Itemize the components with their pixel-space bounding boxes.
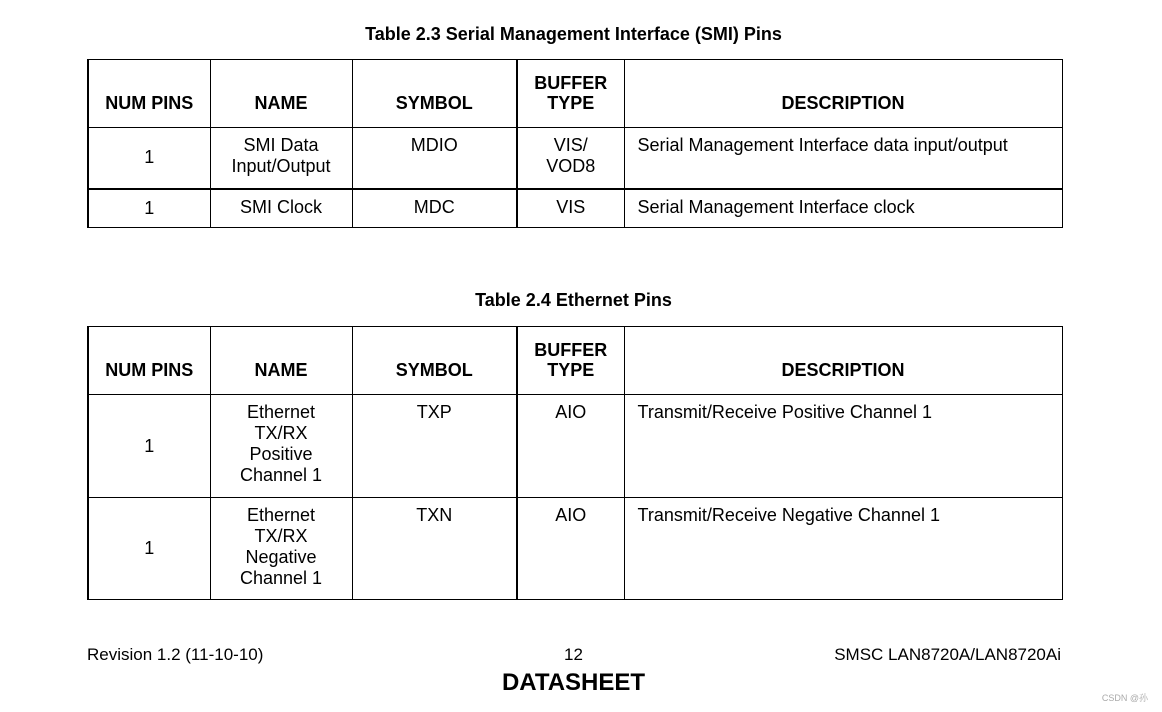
- cell-description: Transmit/Receive Negative Channel 1: [624, 498, 1062, 600]
- cell-symbol: MDIO: [352, 128, 517, 189]
- cell-description: Serial Management Interface data input/output: [624, 128, 1062, 189]
- footer-revision: Revision 1.2 (11-10-10): [87, 645, 264, 664]
- cell-num-pins: 1: [88, 189, 210, 228]
- name-line: Channel 1: [239, 568, 323, 588]
- cell-name: [210, 128, 352, 189]
- buffer-line: AIO: [555, 505, 587, 525]
- name-line: Ethernet: [246, 402, 316, 422]
- name-line: SMI Data: [243, 135, 319, 155]
- buffer-line: AIO: [555, 402, 587, 422]
- header-description: DESCRIPTION: [624, 327, 1062, 395]
- cell-name: [210, 189, 352, 228]
- cell-symbol: TXP: [352, 395, 517, 498]
- cell-symbol: MDC: [352, 189, 517, 228]
- header-num-pins: NUM PINS: [88, 327, 210, 395]
- table-row: [88, 128, 1062, 189]
- table-header-row: [88, 60, 1062, 128]
- table-header-row: [88, 327, 1062, 395]
- name-line: Positive: [249, 444, 313, 464]
- cell-buffer-type: [517, 189, 624, 228]
- header-buffer-line1: BUFFER: [534, 73, 608, 93]
- table-row: [88, 395, 1062, 498]
- footer-page-number: 12: [564, 645, 583, 664]
- footer-product: SMSC LAN8720A/LAN8720Ai: [834, 645, 1061, 664]
- cell-name: [210, 395, 352, 498]
- cell-buffer-type: [517, 395, 624, 498]
- buffer-line: VIS: [556, 196, 586, 217]
- header-symbol: SYMBOL: [352, 327, 517, 395]
- header-buffer-line1: BUFFER: [534, 340, 608, 360]
- smi-pins-table: [87, 59, 1063, 228]
- cell-num-pins: 1: [88, 498, 210, 600]
- table-row: [88, 498, 1062, 600]
- header-buffer-type: [517, 60, 624, 128]
- header-symbol: SYMBOL: [352, 60, 517, 128]
- name-line: Ethernet: [246, 505, 316, 525]
- cell-buffer-type: [517, 498, 624, 600]
- buffer-line: VOD8: [546, 156, 596, 176]
- header-buffer-type: [517, 327, 624, 395]
- name-line: Input/Output: [231, 156, 331, 176]
- watermark: CSDN @孙: [1101, 693, 1148, 703]
- cell-num-pins: 1: [88, 395, 210, 498]
- table-2-3-caption: Table 2.3 Serial Management Interface (SMI) Pins: [365, 24, 782, 44]
- cell-description: Serial Management Interface clock: [624, 189, 1062, 228]
- cell-buffer-type: [517, 128, 624, 189]
- footer-doc-type: DATASHEET: [501, 669, 646, 696]
- cell-num-pins: 1: [88, 128, 210, 189]
- header-description: DESCRIPTION: [624, 60, 1062, 128]
- ethernet-pins-table: [87, 326, 1063, 600]
- header-num-pins: NUM PINS: [88, 60, 210, 128]
- header-buffer-line2: TYPE: [547, 360, 595, 380]
- table-2-4-caption: Table 2.4 Ethernet Pins: [475, 290, 672, 310]
- name-line: TX/RX: [254, 423, 308, 443]
- cell-symbol: TXN: [352, 498, 517, 600]
- name-line: SMI Clock: [239, 196, 322, 217]
- table-row: [88, 189, 1062, 228]
- name-line: TX/RX: [254, 526, 308, 546]
- cell-description: Transmit/Receive Positive Channel 1: [624, 395, 1062, 498]
- name-line: Negative: [245, 547, 317, 567]
- header-name: NAME: [210, 60, 352, 128]
- cell-name: [210, 498, 352, 600]
- name-line: Channel 1: [239, 465, 323, 485]
- header-name: NAME: [210, 327, 352, 395]
- buffer-line: VIS/: [553, 135, 588, 155]
- header-buffer-line2: TYPE: [547, 93, 595, 113]
